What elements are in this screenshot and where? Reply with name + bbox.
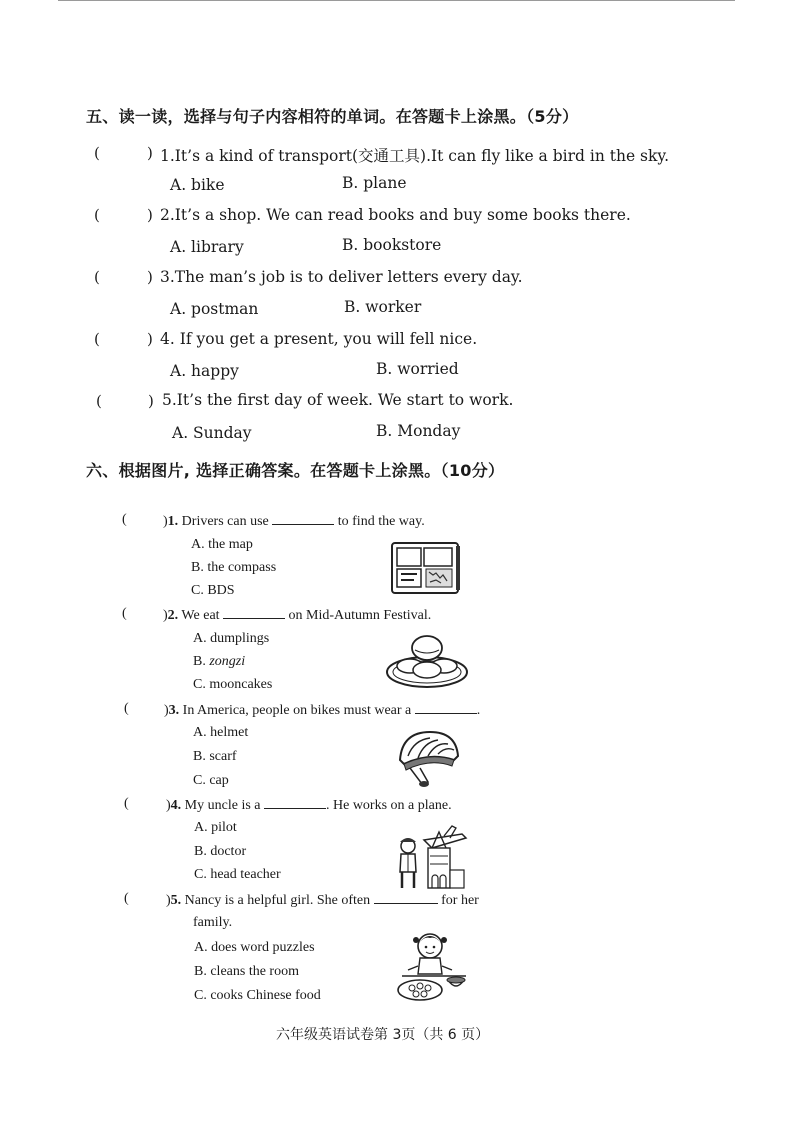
top-rule: [58, 0, 735, 1]
option-a: A. pilot: [194, 820, 237, 835]
girl-cooking-icon: [396, 928, 470, 1004]
question-before: Drivers can use: [181, 514, 269, 529]
question-text: 1.It’s a kind of transport(交通工具).It can fly like a bird in the sky.: [160, 147, 670, 165]
answer-blank: [374, 891, 438, 904]
question-after: on Mid-Autumn Festival.: [288, 608, 432, 623]
option-a: A. library: [170, 238, 244, 256]
option-a: A. Sunday: [172, 424, 252, 442]
question-before: In America, people on bikes must wear a: [182, 703, 412, 718]
answer-blank: [264, 796, 326, 809]
question-line: [163, 512, 425, 530]
question-number: 1.: [167, 514, 179, 529]
option-b: B. scarf: [193, 749, 237, 764]
helmet-icon: [394, 726, 464, 788]
answer-paren[interactable]: (: [124, 796, 129, 811]
option-c: C. mooncakes: [193, 677, 273, 692]
answer-paren-close: ): [147, 206, 153, 224]
answer-paren-close: ): [147, 268, 153, 286]
answer-blank: [415, 701, 477, 714]
option-c: C. head teacher: [194, 867, 281, 882]
question-line: [164, 701, 480, 719]
answer-paren[interactable]: (: [96, 392, 102, 410]
question-before: We eat: [181, 608, 220, 623]
answer-paren[interactable]: (: [94, 330, 100, 348]
option-c: C. BDS: [191, 583, 235, 598]
question-text: 5.It’s the first day of week. We start to work.: [162, 391, 514, 409]
answer-paren-close: ): [163, 608, 168, 623]
answer-paren-close: ): [166, 798, 171, 813]
section-6-title: 六、根据图片, 选择正确答案。在答题卡上涂黑。（10分）: [86, 461, 505, 480]
question-after: to find the way.: [337, 514, 425, 529]
option-a: A. helmet: [193, 725, 249, 740]
question-line-2: family.: [193, 915, 233, 930]
answer-paren-close: ): [148, 392, 154, 410]
question-text: 2.It’s a shop. We can read books and buy some books there.: [160, 206, 631, 224]
answer-paren-close: ): [147, 144, 153, 162]
question-number: 4.: [170, 798, 182, 813]
page-footer: 六年级英语试卷第 3页（共 6 页）: [276, 1027, 490, 1043]
question-after: for her: [441, 893, 479, 908]
pilot-icon: [394, 818, 468, 890]
answer-paren[interactable]: (: [94, 268, 100, 286]
answer-paren[interactable]: (: [124, 891, 129, 906]
answer-blank: [223, 606, 285, 619]
option-a: A. bike: [170, 176, 225, 194]
question-line: [166, 891, 479, 909]
answer-paren[interactable]: (: [122, 606, 127, 621]
option-b: [193, 654, 245, 670]
answer-paren[interactable]: (: [122, 512, 127, 527]
option-b: B. the compass: [191, 560, 277, 575]
answer-paren[interactable]: (: [124, 701, 129, 716]
question-after: . He works on a plane.: [326, 798, 452, 813]
question-text: 3.The man’s job is to deliver letters every day.: [160, 268, 523, 286]
option-b: B. plane: [342, 174, 407, 192]
question-after: .: [476, 703, 481, 718]
answer-paren-close: ): [163, 514, 168, 529]
mooncakes-icon: [384, 630, 470, 690]
section-5-title: 五、读一读，选择与句子内容相符的单词。在答题卡上涂黑。（5分）: [86, 107, 579, 126]
navigator-icon: [390, 540, 462, 596]
option-c: C. cooks Chinese food: [194, 988, 321, 1003]
question-line: [166, 796, 452, 814]
question-text: 4. If you get a present, you will fell nice.: [160, 330, 478, 348]
option-b: B. worried: [376, 360, 459, 378]
option-a: A. happy: [170, 362, 239, 380]
option-a: A. the map: [191, 537, 253, 552]
answer-paren-close: ): [166, 893, 171, 908]
option-b-prefix: B.: [193, 654, 210, 669]
option-a: A. does word puzzles: [194, 940, 315, 955]
option-b-text: zongzi: [209, 654, 246, 669]
option-b: B. cleans the room: [194, 964, 299, 979]
option-a: A. postman: [170, 300, 259, 318]
answer-paren-close: ): [164, 703, 169, 718]
question-number: 3.: [168, 703, 180, 718]
question-before: Nancy is a helpful girl. She often: [184, 893, 371, 908]
question-before: My uncle is a: [184, 798, 261, 813]
answer-paren[interactable]: (: [94, 144, 100, 162]
option-c: C. cap: [193, 773, 229, 788]
answer-paren-close: ): [147, 330, 153, 348]
option-b: B. doctor: [194, 844, 247, 859]
question-line: [163, 606, 431, 624]
question-number: 5.: [170, 893, 182, 908]
answer-blank: [272, 512, 334, 525]
answer-paren[interactable]: (: [94, 206, 100, 224]
option-a: A. dumplings: [193, 631, 270, 646]
question-number: 2.: [167, 608, 179, 623]
option-b: B. bookstore: [342, 236, 442, 254]
option-b: B. Monday: [376, 422, 461, 440]
option-b: B. worker: [344, 298, 422, 316]
